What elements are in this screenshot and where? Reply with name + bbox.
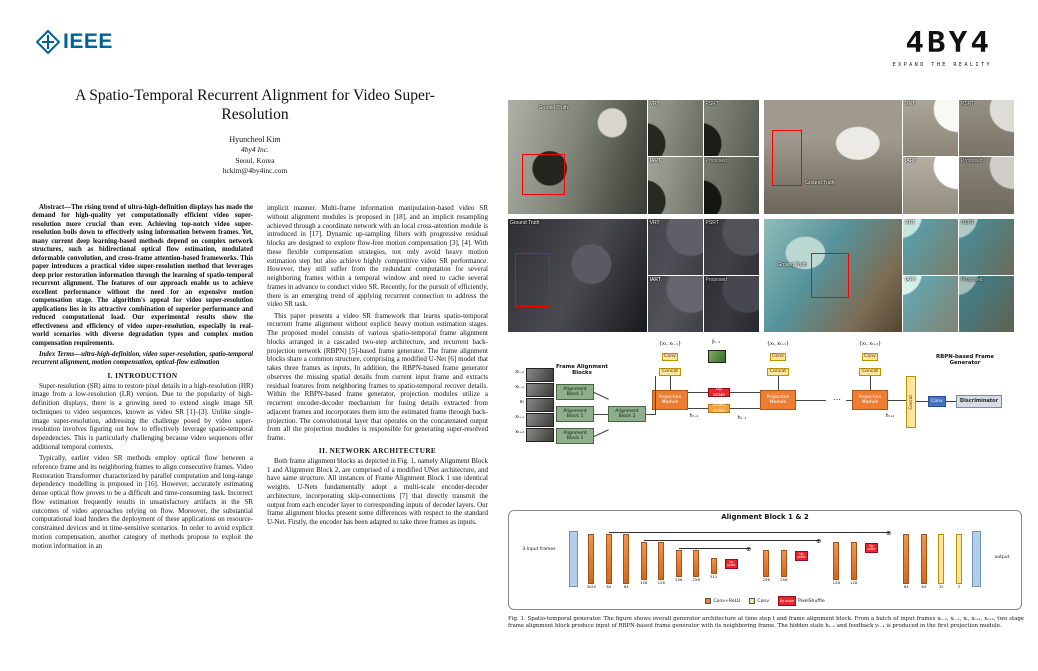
unet-bar xyxy=(618,529,636,589)
image-label: VRT xyxy=(649,101,660,107)
figure-crops xyxy=(903,100,1014,214)
skip-merge-node xyxy=(740,529,758,553)
input-frame-thumbnail xyxy=(526,428,554,442)
alignment-block-diagram xyxy=(508,510,1022,610)
plus-merge-icon: ⊕ xyxy=(886,529,892,537)
figure-crops xyxy=(903,219,1014,333)
unet-layer-bar xyxy=(851,542,857,580)
connector-line xyxy=(688,408,708,409)
image-label-ground-truth: Ground Truth xyxy=(777,261,807,268)
figure-crop xyxy=(648,157,703,213)
figure-crop xyxy=(648,219,703,275)
skip-merge-node xyxy=(880,529,898,537)
ieee-logo xyxy=(36,30,113,54)
figure-crop xyxy=(959,100,1014,156)
unet-layer-label: 64 xyxy=(921,584,927,589)
unet-layer-label: 256 xyxy=(692,577,700,582)
frame-pair-label: {xₜ, xₜ₊₂} xyxy=(858,342,882,347)
concat-block: Concat xyxy=(859,368,881,376)
network-paragraph-1: Both frame alignment blocks as depicted in Fig. 1, namely Alignment Block 1 and Alignment Block 2, are comprised of a modified UNet architecture, and have same structure. All instances of Frame Alignment Block 1 use identical weights. U-Nets fundamentally adopt a multi-scale encoder-decoder architecture, incorporating skip-connections [7] that directly transmit the output from each encoder layer to corresponding inputs of decoder layers. Our frame alignment blocks present some differences with respect to the standard U-Net. Firstly, the encoder has been adapted to take three frames as inputs. xyxy=(267,456,488,526)
generator-architecture-diagram xyxy=(508,340,1032,506)
unet-layer-label: 3 xyxy=(957,584,960,589)
section-heading-introduction: I. INTRODUCTION xyxy=(107,371,178,380)
image-label: IART xyxy=(649,158,661,165)
unet-bar xyxy=(723,529,741,570)
intro-paragraph-4: This paper presents a video SR framework that learns spatio-temporal recurrent frame alignment without explicit heavy motion estimation stages. The proposed model consists of various spatio-temporal frame alignment blocks arranged in a cascaded two-step architecture, and recurrent back-projection network (RBPN) [5]-based frame generator. The frame alignment blocks share a common structure, comprising a modified U-Net [6] model that takes three frames as inputs. In addition, the RBPN-based frame generator observes the missing spatial details from current input frame and extracts residual features from neighboring frames to spatio-temporal recover details. Within the RBPN-based frame generator, projection modules utilize a recurrent encoder-decoder mechanism for fusing details extracted from adjacent frames and incorporates them into the estimated frame through back-projection. The convolutional layer that operates on the concatenated output from all the projection modules is responsible for generating super-resolved frame. xyxy=(267,311,488,442)
legend-label: Conv xyxy=(757,598,770,604)
image-label: Proposed xyxy=(705,276,727,283)
unet-input-label: 3 Input frames xyxy=(522,547,556,552)
image-label: PSRT xyxy=(705,219,719,226)
figure-crop xyxy=(704,219,759,275)
paper-title: A Spatio-Temporal Recurrent Alignment for Video Super-Resolution xyxy=(75,87,435,124)
unet-layer-bar: Up scale xyxy=(795,551,808,561)
rbpn-frame-generator-label: RBPN-based Frame Generator xyxy=(936,354,994,367)
unet-layer-label: 3x20 xyxy=(586,584,596,589)
unet-layer-bar: Up scale xyxy=(865,543,878,553)
figure-crop xyxy=(903,276,958,332)
alignment-block-diagram-title: Alignment Block 1 & 2 xyxy=(721,513,809,521)
image-label-ground-truth: Ground Truth xyxy=(538,104,568,111)
hidden-state-label: hₜ₋₁ xyxy=(737,416,747,421)
unet-bar xyxy=(793,529,811,562)
legend-item-conv-relu xyxy=(705,598,740,604)
paper-page-right xyxy=(508,0,1038,671)
connector-line xyxy=(655,376,656,414)
unet-bars xyxy=(565,529,985,589)
unet-bar xyxy=(863,529,881,554)
figure-crop xyxy=(704,100,759,156)
connector-line xyxy=(916,401,928,402)
figure-crop xyxy=(648,276,703,332)
unet-layer-label: 32 xyxy=(938,584,944,589)
unet-layer-bar xyxy=(606,534,612,584)
unet-layer-label: 512 xyxy=(710,574,718,579)
projection-module: Projection Module xyxy=(652,390,688,410)
image-label: Proposed xyxy=(961,158,983,165)
author-name: Hyuncheol Kim xyxy=(229,135,281,144)
conv-swatch-icon xyxy=(749,598,755,604)
connector-line xyxy=(730,392,760,393)
input-frame-thumbnail xyxy=(526,383,554,397)
figure-crop xyxy=(903,100,958,156)
up-scale-block: Up scale xyxy=(708,388,730,397)
4by4-logo xyxy=(862,28,992,68)
unet-bar xyxy=(898,529,916,589)
projection-module: Projection Module xyxy=(852,390,888,410)
connector-line xyxy=(594,429,609,437)
unet-bar xyxy=(600,529,618,589)
connector-line xyxy=(670,376,671,390)
skip-merge-node xyxy=(810,529,828,545)
unet-layer-label: 128 xyxy=(657,580,665,585)
figure-crop xyxy=(648,100,703,156)
unet-bar xyxy=(565,529,583,588)
figure-crop xyxy=(959,276,1014,332)
unet-layer-bar xyxy=(658,542,664,580)
unet-layer-label: 128 xyxy=(832,580,840,585)
feedback-frame-label: ŷₜ₋₁ xyxy=(711,340,721,345)
intro-paragraph-3: implicit manner. Multi-frame information manipulation-based video SR without alignment modules is proposed in [18], and an implicit resampling achieved through a coordinate network with an local cross-attention module is introduced in [17]. Dynamic up-sampling filters with progressive residual blocks are designed to explore flow-free motion compensation [3], [4]. With these flexible compensation strategies, not only avoid heavy motion estimation step but also achieve highly competitive video SR performance. However, they still suffer from the redundant computation for several neighboring frames within a temporal window and need to cache several frames in advance to conduct video SR. Recently, for the pursuit of efficiently, there is an emerging trend of applying recurrent connection to address the video SR task. xyxy=(267,204,488,309)
unet-bar xyxy=(653,529,671,585)
unet-bar xyxy=(950,529,968,589)
connector-line xyxy=(888,400,906,401)
frame-pair-label: {xₜ, xₜ₋₁} xyxy=(658,342,682,347)
figure-crops xyxy=(648,219,759,333)
figure-panel-people xyxy=(508,100,759,214)
index-terms-text: ultra-high-definition, video super-resolution, spatio-temporal recurrent alignment, motion compensation, optical-flow estimation xyxy=(32,350,253,367)
connector-line xyxy=(594,392,609,400)
unet-layer-bar xyxy=(956,534,962,584)
connector-line xyxy=(778,376,779,390)
unet-bar xyxy=(845,529,863,585)
connector-line xyxy=(846,400,852,401)
author-block xyxy=(60,134,450,177)
ellipsis-label: ⋯ xyxy=(833,395,841,404)
unet-bar xyxy=(688,529,706,582)
unet-bar xyxy=(968,529,986,588)
unet-layer-bar xyxy=(763,550,769,577)
body-columns xyxy=(32,204,488,664)
plus-merge-icon: ⊕ xyxy=(816,537,822,545)
roi-box xyxy=(515,253,550,307)
unet-layer-bar xyxy=(641,542,647,580)
unet-layer-bar xyxy=(972,531,981,587)
image-label: IART xyxy=(905,158,917,165)
image-label: Proposed xyxy=(961,276,983,283)
image-label: PSRT xyxy=(961,219,975,226)
author-affiliation: 4by4 Inc. xyxy=(241,145,269,155)
input-frame-label: xₜ₊₂ xyxy=(515,430,524,435)
frame-alignment-blocks-label: Frame Alignment Blocks xyxy=(555,364,609,377)
up-scale-swatch-icon: Up scale xyxy=(778,596,796,606)
image-label-ground-truth: Ground Truth xyxy=(510,219,540,226)
figure-main-image xyxy=(508,100,647,214)
legend-item-pixelshuffle xyxy=(778,596,825,606)
connector-line xyxy=(870,376,871,390)
connector-line xyxy=(646,414,656,415)
figure-main-image xyxy=(508,219,647,333)
roi-box xyxy=(811,253,849,298)
connector-line xyxy=(594,414,608,415)
hidden-state-label: hₜ₊₂ xyxy=(885,414,895,419)
image-label: VRT xyxy=(649,219,660,226)
feedback-frame-thumbnail xyxy=(708,350,726,363)
conv-output-block: Conv xyxy=(928,396,946,407)
intro-paragraph-1: Super-resolution (SR) aims to restore pixel details in a high-resolution (HR) image from a low-resolution (LR) version. Due to the popularity of high-definition displays, there is a growing need to extend single image SR techniques to video sequences, known as video SR [1]–[3]. Unlike single-image super-resolution, addressing the challenge posed by video super-resolution involves figuring out how to effectively leverage spatio-temporal dependencies. This is particularly challenging because video sequences offer additional temporal contexts. xyxy=(32,381,253,451)
unet-bar xyxy=(828,529,846,585)
4by4-logo-wordmark: 4BY4 xyxy=(905,26,992,60)
image-label: PSRT xyxy=(705,101,719,107)
unet-layer-bar xyxy=(903,534,909,584)
unet-bar xyxy=(583,529,601,589)
conv-block: Conv xyxy=(662,353,678,361)
concat-block: Concat xyxy=(767,368,789,376)
unet-layer-bar xyxy=(676,550,682,577)
figure-panel-street xyxy=(764,100,1015,214)
unet-layer-label: 128 xyxy=(850,580,858,585)
abstract-label: Abstract— xyxy=(39,204,72,211)
connector-line xyxy=(946,401,956,402)
unet-layer-bar xyxy=(623,534,629,584)
unet-output-label: output xyxy=(994,555,1010,560)
connector-line xyxy=(730,408,760,409)
input-frame-label: xₜ xyxy=(519,400,524,405)
connector-line xyxy=(688,392,708,393)
conv-relu-swatch-icon xyxy=(705,598,711,604)
figure-caption: Fig. 1. Spatio-temporal generator. The figure shows overall generator architecture at time step t and frame alignment block. From a batch of input frames xₜ₋₂, xₜ₋₁, xₜ, xₜ₊₁, xₜ₊₂, two stage frame alignment block produce input of RBPN-based frame generator with its neighboring frame. The hidden state hₜ₋₁ and feedback yₜ₋₁ is produced in the first projection module. xyxy=(508,616,1024,630)
projection-module: Projection Module xyxy=(760,390,796,410)
abstract-text: The rising trend of ultra-high-definition displays has made the demand for high-quality yet computationally efficient video super-resolution more crucial than ever. Achieving top-notch video super-resolution boils down to effectively using information between frames. Yet, many current deep learning-based methods depend on complex network structures, such as bidirectional optical flow estimation, modulated deformable convolution, and cross-frame attention-based frameworks. This paper introduces a practical video super-resolution method that leverages deep prior restoration information through the learning of spatio-temporal recurrent alignment. The features of our approach enable us to achieve excellent performance without the need for an expensive motion compensation stage. The algorithm's appeal for video super-resolution applications lies in its attractive combination of superior performance and reduced computational load. Our experimental results show the effectiveness and efficiency of video super-resolution, especially in real-world scenarios with diverse degradation types and complex motion compensation requirements. xyxy=(32,204,253,347)
input-frame-label: xₜ₊₁ xyxy=(515,415,524,420)
connector-line xyxy=(796,400,826,401)
conv-block: Conv xyxy=(862,353,878,361)
alignment-block-1: Alignment Block 1 xyxy=(556,406,594,422)
input-frame-label: xₜ₋₁ xyxy=(515,385,524,390)
concat-block: Concat xyxy=(659,368,681,376)
image-label: IART xyxy=(905,276,917,283)
unet-layer-label: 256 xyxy=(762,577,770,582)
unet-layer-bar xyxy=(693,550,699,577)
hidden-state-label: hₜ₋₂ xyxy=(689,414,699,419)
index-terms-label: Index Terms— xyxy=(39,350,82,358)
figure-crop xyxy=(704,157,759,213)
unet-layer-label: 256 xyxy=(780,577,788,582)
discriminator-block: Discriminator xyxy=(956,395,1002,408)
left-column xyxy=(32,204,253,664)
unet-layer-bar xyxy=(569,531,578,587)
image-label: Proposed xyxy=(705,158,727,165)
unet-layer-bar xyxy=(588,534,594,584)
right-column xyxy=(267,204,488,664)
unet-layer-label: 64 xyxy=(606,584,612,589)
alignment-block-2: Alignment Block 2 xyxy=(608,406,646,422)
figure-crop xyxy=(704,276,759,332)
figure-crop xyxy=(903,157,958,213)
unet-bar xyxy=(670,529,688,582)
unet-layer-label: 256 xyxy=(675,577,683,582)
image-label-ground-truth: Ground Truth xyxy=(805,180,835,187)
unet-layer-bar xyxy=(938,534,944,584)
author-location: Seoul, Korea xyxy=(235,155,275,165)
roi-box xyxy=(772,130,802,186)
index-terms-paragraph xyxy=(32,351,253,368)
unet-layer-bar xyxy=(781,550,787,577)
input-frame-thumbnail xyxy=(526,398,554,412)
abstract-paragraph xyxy=(32,204,253,348)
unet-bar xyxy=(775,529,793,582)
figure-crops xyxy=(648,100,759,214)
unet-layer-bar xyxy=(833,542,839,580)
alignment-block-1: Alignment Block 1 xyxy=(556,428,594,444)
unet-legend xyxy=(509,596,1021,606)
unet-bar xyxy=(933,529,951,589)
image-label: IART xyxy=(649,276,661,283)
4by4-logo-tagline: EXPAND THE REALITY xyxy=(892,62,992,68)
author-email: hckim@4by4inc.com xyxy=(222,166,288,176)
input-frame-label: xₜ₋₂ xyxy=(515,370,524,375)
unet-layer-label: 64 xyxy=(903,584,909,589)
ieee-logo-text: IEEE xyxy=(63,30,113,53)
unet-layer-bar xyxy=(921,534,927,584)
legend-label: Conv+ReLU xyxy=(713,598,741,604)
legend-item-conv xyxy=(749,598,769,604)
alignment-block-1: Alignment Block 1 xyxy=(556,384,594,400)
unet-layer-bar: Up scale xyxy=(725,559,738,569)
unet-bar xyxy=(705,529,723,579)
input-frame-thumbnail xyxy=(526,413,554,427)
frame-pair-label: {xₜ, xₜ₊₁} xyxy=(766,342,790,347)
figure-crop xyxy=(959,157,1014,213)
figure-crop xyxy=(903,219,958,275)
image-label: VRT xyxy=(905,219,916,226)
unet-layer-label: 64 xyxy=(623,584,629,589)
legend-label: PixelShuffle xyxy=(798,598,825,604)
roi-box xyxy=(522,154,566,195)
down-scale-block: Down scale xyxy=(708,404,730,413)
conv-block: Conv xyxy=(770,353,786,361)
unet-bar xyxy=(758,529,776,582)
image-label: PSRT xyxy=(961,101,975,107)
ieee-diamond-icon xyxy=(36,30,60,54)
concat-vertical-block xyxy=(906,376,916,428)
figure-panel-water xyxy=(764,219,1015,333)
figure-main-image xyxy=(764,219,903,333)
section-heading-network-architecture: II. NETWORK ARCHITECTURE xyxy=(318,446,437,455)
plus-merge-icon: ⊕ xyxy=(746,545,752,553)
unet-bar xyxy=(915,529,933,589)
unet-bar xyxy=(635,529,653,585)
unet-layer-bar xyxy=(711,558,717,574)
unet-layer-label: 128 xyxy=(640,580,648,585)
figure-main-image xyxy=(764,100,903,214)
comparison-figure-grid xyxy=(508,100,1014,332)
input-frame-thumbnail xyxy=(526,368,554,382)
figure-crop xyxy=(959,219,1014,275)
intro-paragraph-2: Typically, earlier video SR methods employ optical flow between a reference frame and its neighboring frames to align consecutive frames. Video Restoration Transformer characterized by parallel computation and long-range dependency modelling is proposed in [16]. However, accurately estimating dense optical flow proves to be a difficult and time-consuming task. Incorrect flow estimation frequently results in unsatisfactory artifacts in the SR outcomes of video approaches relying on flow. Moreover, the substantial computational load hinders the deployment of these applications on resource-constrained devices and in time-sensitive scenarios. In order to avoid explicit motion compensation, another category of methods propose to exploit the motion information in an xyxy=(32,454,253,550)
image-label: VRT xyxy=(905,101,916,107)
figure-panel-camera xyxy=(508,219,759,333)
concat-vertical-label: Concat xyxy=(907,394,913,410)
